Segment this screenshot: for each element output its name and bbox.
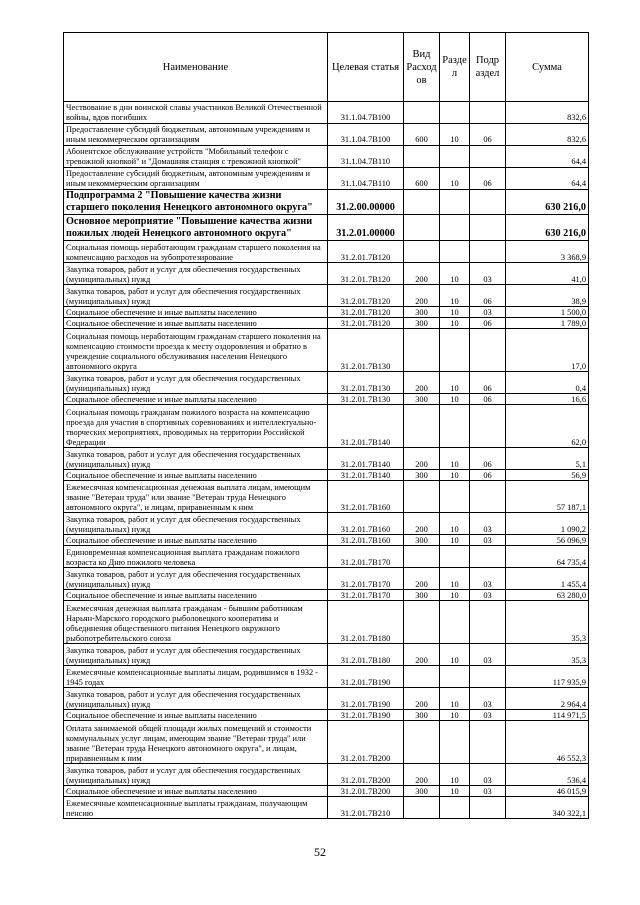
cell-razdel: 10 — [440, 710, 470, 721]
cell-vid: 200 — [404, 568, 440, 590]
cell-summa: 3 368,9 — [506, 241, 589, 263]
cell-razdel: 10 — [440, 307, 470, 318]
cell-name: Социальное обеспечение и иные выплаты населению — [64, 394, 328, 405]
table-row — [64, 124, 589, 146]
cell-razdel — [440, 329, 470, 372]
cell-name: Закупка товаров, работ и услуг для обеспечения государственных (муниципальных) нужд — [64, 448, 328, 470]
table-row — [64, 448, 589, 470]
cell-summa: 64,4 — [506, 146, 589, 168]
cell-podrazdel — [470, 190, 506, 215]
cell-podrazdel: 06 — [470, 448, 506, 470]
cell-razdel: 10 — [440, 470, 470, 481]
cell-name: Ежемесячные компенсационные выплаты лицам, родившимся в 1932 - 1945 годах — [64, 666, 328, 688]
cell-target: 31.2.01.7В160 — [328, 481, 404, 513]
cell-target: 31.2.01.7В170 — [328, 590, 404, 601]
table-row — [64, 535, 589, 546]
cell-podrazdel: 06 — [470, 394, 506, 405]
table-row — [64, 666, 589, 688]
cell-summa: 35,3 — [506, 601, 589, 644]
cell-name: Социальная помощь неработающим гражданам старшего поколения на компенсацию расходов на зубопротезирование — [64, 241, 328, 263]
table-row — [64, 546, 589, 568]
cell-summa: 46 015,9 — [506, 786, 589, 797]
cell-vid — [404, 405, 440, 448]
cell-razdel: 10 — [440, 513, 470, 535]
cell-razdel — [440, 721, 470, 764]
cell-summa: 17,0 — [506, 329, 589, 372]
cell-target: 31.2.01.7В180 — [328, 644, 404, 666]
cell-target: 31.2.01.7В130 — [328, 394, 404, 405]
table-row — [64, 146, 589, 168]
cell-podrazdel: 03 — [470, 590, 506, 601]
table-row — [64, 764, 589, 786]
cell-name: Закупка товаров, работ и услуг для обеспечения государственных (муниципальных) нужд — [64, 513, 328, 535]
cell-name: Социальное обеспечение и иные выплаты населению — [64, 307, 328, 318]
cell-vid — [404, 102, 440, 124]
cell-razdel: 10 — [440, 688, 470, 710]
cell-name: Социальная помощь гражданам пожилого возраста на компенсацию проезда для участия в спортивных соревнованиях и интеллектуально-творческих мероприятиях, проводимых на территории Российской Федерации — [64, 405, 328, 448]
cell-razdel — [440, 797, 470, 819]
cell-podrazdel — [470, 721, 506, 764]
cell-name: Закупка товаров, работ и услуг для обеспечения государственных (муниципальных) нужд — [64, 568, 328, 590]
cell-vid: 300 — [404, 786, 440, 797]
cell-name: Социальное обеспечение и иные выплаты населению — [64, 470, 328, 481]
cell-vid — [404, 241, 440, 263]
cell-vid: 200 — [404, 285, 440, 307]
cell-summa: 1 090,2 — [506, 513, 589, 535]
cell-name: Социальное обеспечение и иные выплаты населению — [64, 535, 328, 546]
cell-vid — [404, 797, 440, 819]
table-row — [64, 481, 589, 513]
cell-summa: 2 964,4 — [506, 688, 589, 710]
cell-podrazdel: 06 — [470, 372, 506, 394]
cell-vid: 200 — [404, 513, 440, 535]
table-row — [64, 307, 589, 318]
cell-razdel: 10 — [440, 590, 470, 601]
cell-razdel: 10 — [440, 568, 470, 590]
table-row — [64, 721, 589, 764]
table-header-row — [64, 33, 589, 102]
table-row — [64, 102, 589, 124]
cell-target: 31.2.01.7В190 — [328, 710, 404, 721]
cell-vid — [404, 721, 440, 764]
table-row — [64, 644, 589, 666]
cell-summa: 5,1 — [506, 448, 589, 470]
cell-target: 31.2.01.7В120 — [328, 263, 404, 285]
cell-summa: 536,4 — [506, 764, 589, 786]
cell-podrazdel: 03 — [470, 307, 506, 318]
cell-name: Социальное обеспечение и иные выплаты населению — [64, 590, 328, 601]
cell-name: Оплата занимаемой общей площади жилых помещений и стоимости коммунальных услуг лицам, имеющим звание "Ветеран труда" или звание "Ветеран труда Ненецкого автономного округа", и лицам, приравненным к ним — [64, 721, 328, 764]
cell-vid: 300 — [404, 590, 440, 601]
cell-summa: 46 552,3 — [506, 721, 589, 764]
cell-podrazdel — [470, 546, 506, 568]
cell-razdel — [440, 546, 470, 568]
table-row — [64, 168, 589, 190]
cell-name: Предоставление субсидий бюджетным, автономным учреждениям и иным некоммерческим организациям — [64, 168, 328, 190]
cell-vid — [404, 546, 440, 568]
cell-target: 31.2.01.7В210 — [328, 797, 404, 819]
cell-podrazdel: 03 — [470, 513, 506, 535]
table-row — [64, 394, 589, 405]
table-row — [64, 470, 589, 481]
cell-razdel — [440, 405, 470, 448]
cell-vid — [404, 215, 440, 241]
cell-target: 31.2.01.7В140 — [328, 470, 404, 481]
table-row — [64, 710, 589, 721]
cell-target: 31.2.01.7В130 — [328, 329, 404, 372]
cell-podrazdel — [470, 797, 506, 819]
cell-razdel: 10 — [440, 764, 470, 786]
cell-name: Единовременная компенсационная выплата гражданам пожилого возраста ко Дню пожилого человека — [64, 546, 328, 568]
cell-summa: 340 322,1 — [506, 797, 589, 819]
cell-podrazdel: 03 — [470, 786, 506, 797]
header-razdel: Разде л — [440, 33, 470, 102]
cell-name: Социальное обеспечение и иные выплаты населению — [64, 318, 328, 329]
cell-razdel — [440, 666, 470, 688]
cell-podrazdel — [470, 666, 506, 688]
cell-podrazdel — [470, 329, 506, 372]
cell-target: 31.1.04.7В110 — [328, 168, 404, 190]
cell-target: 31.2.01.7В120 — [328, 241, 404, 263]
cell-podrazdel — [470, 405, 506, 448]
cell-vid: 200 — [404, 688, 440, 710]
cell-summa: 16,6 — [506, 394, 589, 405]
cell-vid: 200 — [404, 644, 440, 666]
cell-name: Чествование в дни воинской славы участников Великой Отечественной войны, вдов погибших — [64, 102, 328, 124]
cell-summa: 114 971,5 — [506, 710, 589, 721]
cell-vid: 200 — [404, 448, 440, 470]
cell-podrazdel — [470, 146, 506, 168]
cell-podrazdel: 03 — [470, 688, 506, 710]
cell-summa: 56 096,9 — [506, 535, 589, 546]
cell-target: 31.1.04.7В100 — [328, 102, 404, 124]
table-row — [64, 329, 589, 372]
cell-vid: 200 — [404, 372, 440, 394]
cell-name: Ежемесячные компенсационные выплаты гражданам, получающим пенсию — [64, 797, 328, 819]
cell-summa: 832,6 — [506, 124, 589, 146]
header-name: Наименование — [64, 33, 328, 102]
cell-razdel — [440, 146, 470, 168]
cell-target: 31.2.00.00000 — [328, 190, 404, 215]
cell-vid: 300 — [404, 394, 440, 405]
cell-podrazdel — [470, 481, 506, 513]
cell-summa: 832,6 — [506, 102, 589, 124]
cell-summa: 62,0 — [506, 405, 589, 448]
cell-target: 31.2.01.7В200 — [328, 786, 404, 797]
cell-target: 31.1.04.7В110 — [328, 146, 404, 168]
table-row — [64, 372, 589, 394]
cell-name: Закупка товаров, работ и услуг для обеспечения государственных (муниципальных) нужд — [64, 372, 328, 394]
cell-razdel: 10 — [440, 448, 470, 470]
cell-target: 31.2.01.7В180 — [328, 601, 404, 644]
table-row — [64, 590, 589, 601]
cell-podrazdel: 03 — [470, 764, 506, 786]
cell-razdel: 10 — [440, 124, 470, 146]
cell-podrazdel — [470, 601, 506, 644]
cell-summa: 64,4 — [506, 168, 589, 190]
cell-vid: 300 — [404, 470, 440, 481]
header-vid: Вид Расход ов — [404, 33, 440, 102]
cell-summa: 1 789,0 — [506, 318, 589, 329]
cell-name: Предоставление субсидий бюджетным, автономным учреждениям и иным некоммерческим организациям — [64, 124, 328, 146]
cell-summa: 1 500,0 — [506, 307, 589, 318]
cell-razdel — [440, 481, 470, 513]
cell-target: 31.2.01.7В130 — [328, 372, 404, 394]
table-row — [64, 786, 589, 797]
table-row — [64, 405, 589, 448]
header-summa: Сумма — [506, 33, 589, 102]
cell-summa: 63 280,0 — [506, 590, 589, 601]
cell-vid: 600 — [404, 168, 440, 190]
cell-podrazdel — [470, 215, 506, 241]
cell-vid — [404, 481, 440, 513]
cell-target: 31.2.01.7В140 — [328, 405, 404, 448]
cell-name: Социальное обеспечение и иные выплаты населению — [64, 710, 328, 721]
cell-razdel: 10 — [440, 318, 470, 329]
cell-vid: 300 — [404, 535, 440, 546]
cell-summa: 41,0 — [506, 263, 589, 285]
cell-razdel: 10 — [440, 394, 470, 405]
cell-razdel — [440, 190, 470, 215]
cell-vid: 300 — [404, 318, 440, 329]
cell-target: 31.2.01.7В200 — [328, 764, 404, 786]
table-row — [64, 601, 589, 644]
cell-podrazdel — [470, 241, 506, 263]
cell-vid: 600 — [404, 124, 440, 146]
cell-razdel — [440, 601, 470, 644]
cell-podrazdel: 03 — [470, 710, 506, 721]
cell-target: 31.2.01.7В160 — [328, 513, 404, 535]
cell-summa: 57 187,1 — [506, 481, 589, 513]
cell-podrazdel: 03 — [470, 568, 506, 590]
header-target: Целевая статья — [328, 33, 404, 102]
cell-podrazdel: 03 — [470, 263, 506, 285]
cell-razdel: 10 — [440, 285, 470, 307]
cell-razdel: 10 — [440, 644, 470, 666]
cell-name: Ежемесячная компенсационная денежная выплата лицам, имеющим звание "Ветеран труда" или звание "Ветеран труда Ненецкого автономного округа", и лицам, приравненным к ним — [64, 481, 328, 513]
table-row — [64, 568, 589, 590]
cell-podrazdel — [470, 102, 506, 124]
cell-podrazdel: 03 — [470, 535, 506, 546]
table-body — [64, 102, 589, 819]
cell-summa: 35,3 — [506, 644, 589, 666]
cell-target: 31.2.01.7В170 — [328, 568, 404, 590]
table-row — [64, 318, 589, 329]
cell-target: 31.2.01.7В120 — [328, 285, 404, 307]
table-row — [64, 190, 589, 215]
cell-name: Ежемесячная денежная выплата гражданам - бывшим работникам Нарьян-Марского городского рыболовецкого кооператива и объединения общественного питания Ненецкого окружного рыбопотребительского союза — [64, 601, 328, 644]
cell-razdel — [440, 215, 470, 241]
cell-razdel — [440, 102, 470, 124]
cell-target: 31.2.01.7В190 — [328, 666, 404, 688]
cell-summa: 38,9 — [506, 285, 589, 307]
cell-podrazdel: 06 — [470, 124, 506, 146]
table-row — [64, 241, 589, 263]
cell-vid — [404, 601, 440, 644]
table-row — [64, 688, 589, 710]
cell-vid: 300 — [404, 307, 440, 318]
table-row — [64, 263, 589, 285]
cell-name: Закупка товаров, работ и услуг для обеспечения государственных (муниципальных) нужд — [64, 688, 328, 710]
cell-target: 31.2.01.7В190 — [328, 688, 404, 710]
cell-name: Социальное обеспечение и иные выплаты населению — [64, 786, 328, 797]
cell-name: Закупка товаров, работ и услуг для обеспечения государственных (муниципальных) нужд — [64, 285, 328, 307]
cell-vid: 300 — [404, 710, 440, 721]
cell-razdel: 10 — [440, 786, 470, 797]
cell-target: 31.2.01.7В170 — [328, 546, 404, 568]
cell-summa: 630 216,0 — [506, 190, 589, 215]
cell-summa: 64 735,4 — [506, 546, 589, 568]
cell-razdel: 10 — [440, 535, 470, 546]
cell-razdel: 10 — [440, 263, 470, 285]
cell-podrazdel: 06 — [470, 285, 506, 307]
cell-razdel — [440, 241, 470, 263]
table-row — [64, 285, 589, 307]
table-row — [64, 215, 589, 241]
cell-podrazdel: 06 — [470, 318, 506, 329]
cell-podrazdel: 03 — [470, 644, 506, 666]
cell-razdel: 10 — [440, 168, 470, 190]
cell-target: 31.2.01.7В120 — [328, 307, 404, 318]
cell-name: Закупка товаров, работ и услуг для обеспечения государственных (муниципальных) нужд — [64, 644, 328, 666]
cell-summa: 630 216,0 — [506, 215, 589, 241]
table-row — [64, 797, 589, 819]
cell-name: Закупка товаров, работ и услуг для обеспечения государственных (муниципальных) нужд — [64, 263, 328, 285]
cell-name: Основное мероприятие "Повышение качества жизни пожилых людей Ненецкого автономного округа" — [64, 215, 328, 241]
cell-name: Абонентское обслуживание устройств "Мобильный телефон с тревожной кнопкой" и "Домашняя станция с тревожной кнопкой" — [64, 146, 328, 168]
cell-vid: 200 — [404, 263, 440, 285]
cell-target: 31.2.01.00000 — [328, 215, 404, 241]
cell-vid — [404, 666, 440, 688]
header-podrazdel: Подр аздел — [470, 33, 506, 102]
cell-vid: 200 — [404, 764, 440, 786]
cell-summa: 117 935,9 — [506, 666, 589, 688]
page-number: 52 — [314, 845, 326, 859]
cell-target: 31.2.01.7В160 — [328, 535, 404, 546]
cell-razdel: 10 — [440, 372, 470, 394]
cell-name: Подпрограмма 2 "Повышение качества жизни старшего поколения Ненецкого автономного округа" — [64, 190, 328, 215]
table-row — [64, 513, 589, 535]
cell-podrazdel: 06 — [470, 168, 506, 190]
cell-vid — [404, 190, 440, 215]
budget-table — [63, 32, 589, 819]
cell-vid — [404, 146, 440, 168]
cell-target: 31.1.04.7В100 — [328, 124, 404, 146]
cell-name: Закупка товаров, работ и услуг для обеспечения государственных (муниципальных) нужд — [64, 764, 328, 786]
cell-name: Социальная помощь неработающим гражданам старшего поколения на компенсацию стоимости проезда к месту оздоровления и обратно в учреждение социального обслуживания населения Ненецкого автономного округа — [64, 329, 328, 372]
cell-summa: 56,9 — [506, 470, 589, 481]
cell-target: 31.2.01.7В120 — [328, 318, 404, 329]
cell-target: 31.2.01.7В200 — [328, 721, 404, 764]
cell-podrazdel: 06 — [470, 470, 506, 481]
cell-target: 31.2.01.7В140 — [328, 448, 404, 470]
cell-vid — [404, 329, 440, 372]
cell-summa: 1 455,4 — [506, 568, 589, 590]
cell-summa: 0,4 — [506, 372, 589, 394]
